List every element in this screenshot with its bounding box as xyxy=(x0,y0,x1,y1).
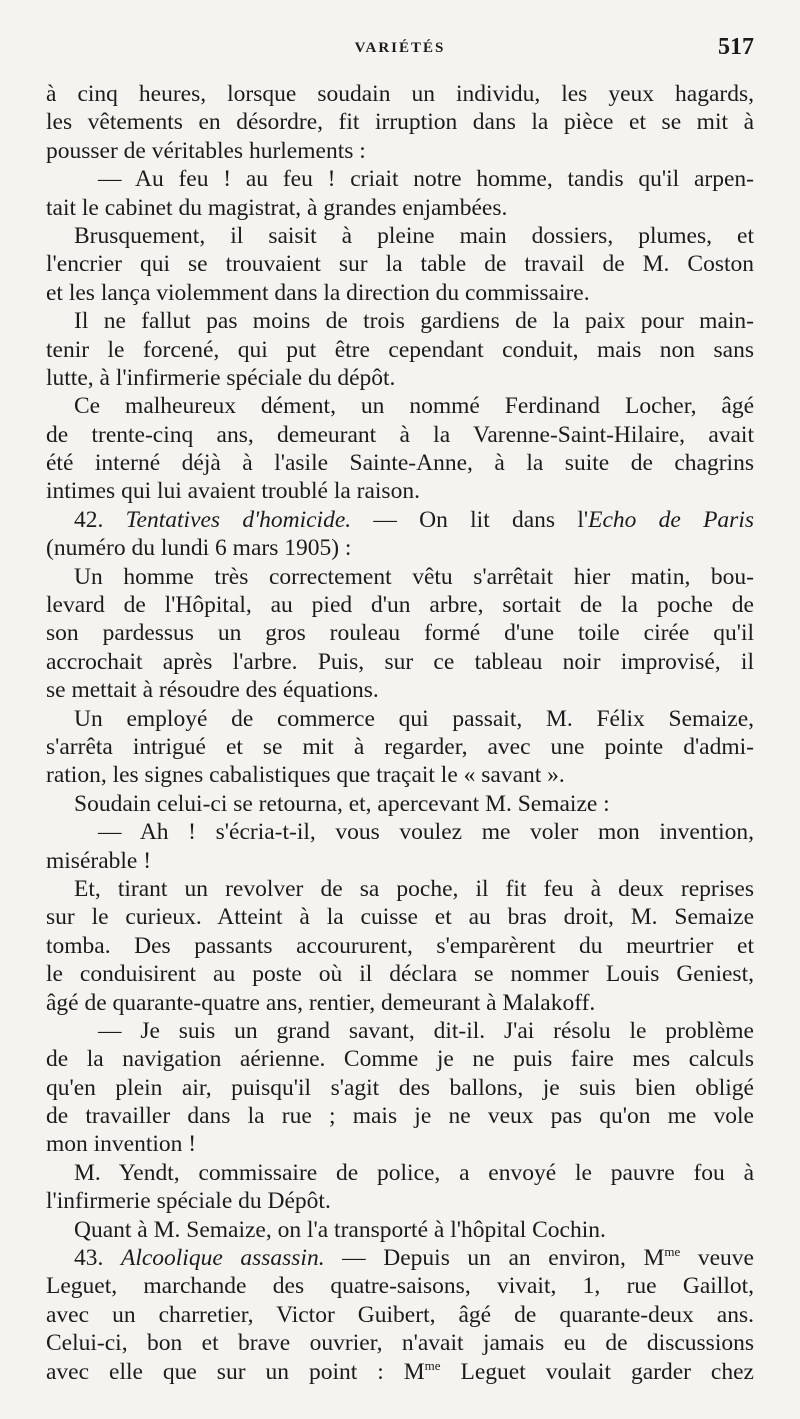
text-line: M. Yendt, commissaire de police, a envoyé le pauvre fou à xyxy=(74,1159,754,1186)
text-line: Quant à M. Semaize, on l'a transporté à l'hôpital Cochin. xyxy=(74,1216,606,1243)
text-line: qu'en plein air, puisqu'il s'agit des ballons, je suis bien obligé xyxy=(46,1074,754,1101)
text-line: de travailler dans la rue ; mais je ne veux pas qu'on me vole xyxy=(46,1103,754,1130)
text-line: 42. Tentatives d'homicide. — On lit dans l'Echo de Paris xyxy=(74,506,754,533)
text-line: Brusquement, il saisit à pleine main dossiers, plumes, et xyxy=(74,222,754,249)
text-line: — Je suis un grand savant, dit-il. J'ai résolu le problème xyxy=(98,1017,754,1044)
text-line: avec elle que sur un point : $M^{me}$ Leguet voulait garder chez xyxy=(46,1357,754,1385)
text-line: Il ne fallut pas moins de trois gardiens de la paix pour main- xyxy=(74,308,754,335)
text-line: (numéro du lundi 6 mars 1905) : xyxy=(46,535,352,562)
text-line: ration, les signes cabalistiques que traçait le « savant ». xyxy=(46,762,565,789)
text-line: Leguet, marchande des quatre-saisons, vivait, 1, rue Gaillot, xyxy=(46,1273,754,1300)
text-line: été interné déjà à l'asile Sainte-Anne, à la suite de chagrins xyxy=(46,450,754,477)
text-line: tomba. Des passants accoururent, s'emparèrent du meurtrier et xyxy=(46,932,754,959)
text-line: âgé de quarante-quatre ans, rentier, demeurant à Malakoff. xyxy=(46,989,596,1016)
text-line: lutte, à l'infirmerie spéciale du dépôt. xyxy=(46,364,396,391)
text-line: tenir le forcené, qui put être cependant conduit, mais non sans xyxy=(46,336,754,363)
text-line: mon invention ! xyxy=(46,1131,197,1158)
text-line: de la navigation aérienne. Comme je ne puis faire mes calculs xyxy=(46,1046,754,1073)
text-line: 43. Alcoolique assassin. — Depuis un an environ, $M^{me}$ veuve xyxy=(74,1244,754,1272)
text-line: le conduisirent au poste où il déclara se nommer Louis Geniest, xyxy=(46,961,754,988)
text-line: levard de l'Hôpital, au pied d'un arbre, sortait de la poche de xyxy=(46,592,754,619)
text-line: l'infirmerie spéciale du Dépôt. xyxy=(46,1188,331,1215)
text-line: s'arrêta intrigué et se mit à regarder, avec une pointe d'admi- xyxy=(46,733,754,760)
text-line: l'encrier qui se trouvaient sur la table de travail de M. Coston xyxy=(46,251,754,278)
text-line: à cinq heures, lorsque soudain un individu, les yeux hagards, xyxy=(46,81,754,107)
text-line: Ce malheureux dément, un nommé Ferdinand Locher, âgé xyxy=(74,393,754,420)
text-line: se mettait à résoudre des équations. xyxy=(46,677,379,704)
text-line: de trente-cinq ans, demeurant à la Varenne-Saint-Hilaire, avait xyxy=(46,421,754,448)
text-line: pousser de véritables hurlements : xyxy=(46,137,366,164)
text-line: Celui-ci, bon et brave ouvrier, n'avait jamais eu de discussions xyxy=(46,1330,754,1357)
text-line: — Ah ! s'écria-t-il, vous voulez me voler mon invention, xyxy=(98,819,754,846)
text-line: Soudain celui-ci se retourna, et, apercevant M. Semaize : xyxy=(74,790,610,817)
text-line: Un homme très correctement vêtu s'arrêtait hier matin, bou- xyxy=(74,563,754,590)
running-title: VARIÉTÉS xyxy=(354,40,446,56)
text-line: sur le curieux. Atteint à la cuisse et au bras droit, M. Semaize xyxy=(46,904,754,931)
text-line: Un employé de commerce qui passait, M. Félix Semaize, xyxy=(74,705,754,732)
text-line: tait le cabinet du magistrat, à grandes enjambées. xyxy=(46,194,508,221)
text-line: et les lança violemment dans la direction du commissaire. xyxy=(46,279,590,306)
text-line: accrochait après l'arbre. Puis, sur ce tableau noir improvisé, il xyxy=(46,648,754,675)
text-line: — Au feu ! au feu ! criait notre homme, tandis qu'il arpen- xyxy=(98,166,754,193)
text-line: avec un charretier, Victor Guibert, âgé de quarante-deux ans. xyxy=(46,1301,754,1328)
text-line: misérable ! xyxy=(46,847,152,874)
body-text xyxy=(46,80,754,1386)
text-line: intimes qui lui avaient troublé la raison. xyxy=(46,478,420,505)
running-head xyxy=(46,34,754,70)
text-line: Et, tirant un revolver de sa poche, il fit feu à deux reprises xyxy=(74,875,754,902)
page-number: 517 xyxy=(718,34,754,60)
text-line: les vêtements en désordre, fit irruption dans la pièce et se mit à xyxy=(46,109,754,136)
text-line: son pardessus un gros rouleau formé d'une toile cirée qu'il xyxy=(46,620,754,647)
